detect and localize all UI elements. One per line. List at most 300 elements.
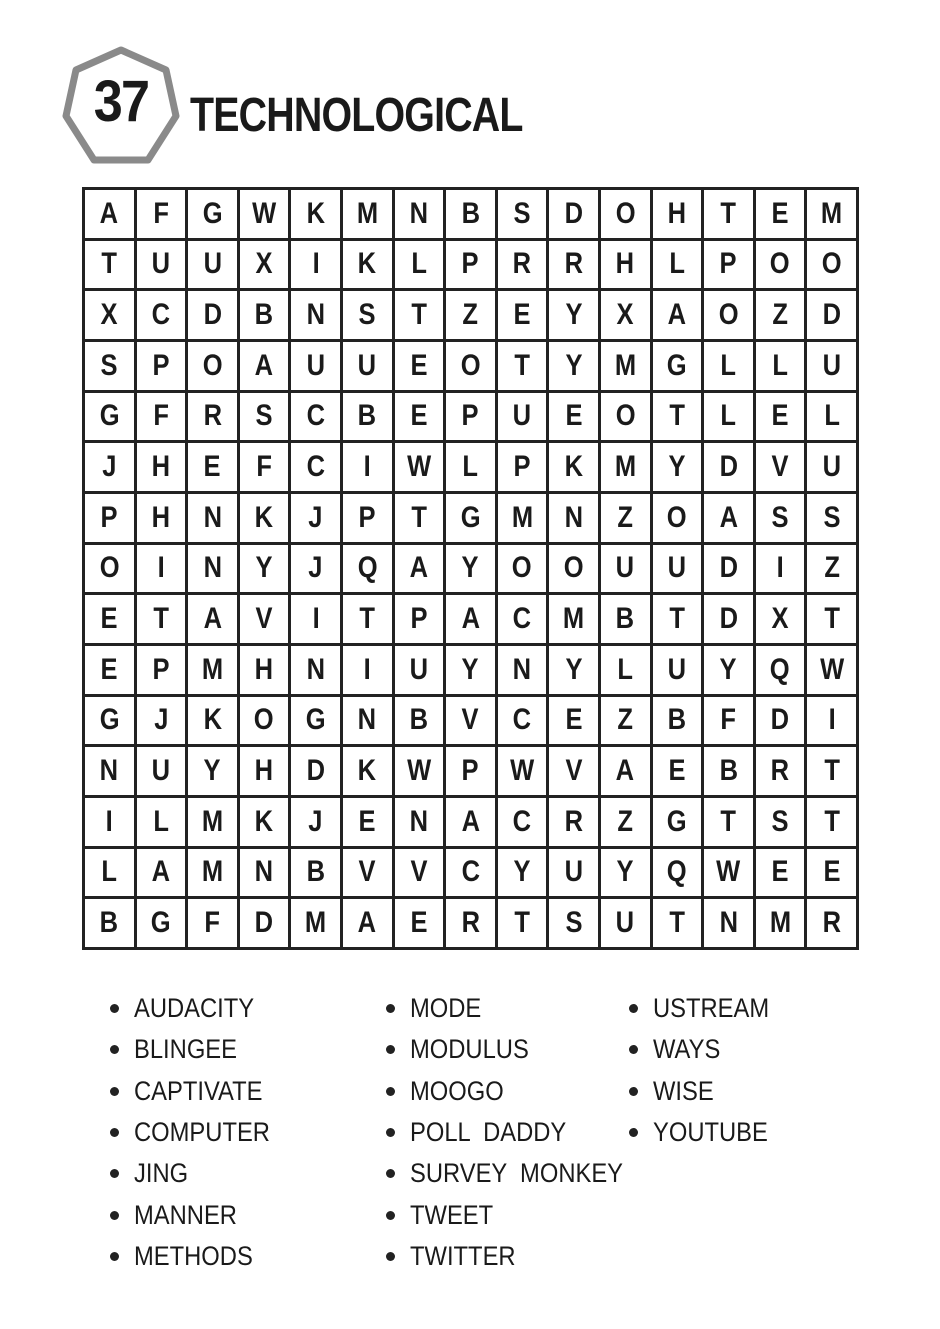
grid-letter: L: [617, 652, 634, 686]
grid-cell[interactable]: [85, 646, 134, 694]
grid-cell[interactable]: [653, 443, 702, 491]
grid-cell[interactable]: [549, 747, 598, 795]
grid-letter: O: [666, 500, 687, 534]
grid-cell[interactable]: [498, 342, 547, 390]
grid-cell[interactable]: [549, 595, 598, 643]
grid-cell[interactable]: [549, 798, 598, 846]
grid-cell[interactable]: [85, 849, 134, 897]
grid-cell[interactable]: [291, 241, 340, 289]
grid-letter: T: [101, 247, 118, 281]
grid-cell[interactable]: [188, 393, 237, 441]
grid-cell[interactable]: [240, 190, 289, 238]
grid-cell[interactable]: [807, 798, 856, 846]
grid-letter: E: [771, 855, 789, 889]
grid-cell[interactable]: [85, 697, 134, 745]
grid-cell[interactable]: [395, 494, 444, 542]
grid-cell[interactable]: [446, 545, 495, 593]
grid-cell[interactable]: [498, 291, 547, 339]
grid-cell[interactable]: [756, 342, 805, 390]
bullet-icon: [629, 1087, 638, 1096]
bullet-icon: [386, 1128, 395, 1137]
grid-cell[interactable]: [291, 494, 340, 542]
grid-cell[interactable]: [498, 697, 547, 745]
grid-cell[interactable]: [446, 190, 495, 238]
grid-cell[interactable]: [756, 747, 805, 795]
grid-cell[interactable]: [446, 241, 495, 289]
grid-cell[interactable]: [343, 190, 392, 238]
grid-letter: G: [202, 196, 223, 230]
grid-cell[interactable]: [549, 443, 598, 491]
grid-letter: T: [823, 754, 840, 788]
grid-cell[interactable]: [704, 443, 753, 491]
bullet-icon: [386, 1087, 395, 1096]
grid-cell[interactable]: [704, 190, 753, 238]
grid-cell[interactable]: [807, 190, 856, 238]
grid-cell[interactable]: [653, 494, 702, 542]
grid-cell[interactable]: [807, 291, 856, 339]
grid-cell[interactable]: [446, 393, 495, 441]
grid-cell[interactable]: [807, 494, 856, 542]
grid-cell[interactable]: [756, 545, 805, 593]
grid-letter: Y: [565, 298, 583, 332]
word-list-item: [386, 1194, 652, 1235]
grid-cell[interactable]: [343, 291, 392, 339]
grid-cell[interactable]: [807, 595, 856, 643]
grid-cell[interactable]: [85, 494, 134, 542]
grid-cell[interactable]: [240, 443, 289, 491]
grid-cell[interactable]: [240, 291, 289, 339]
grid-cell[interactable]: [240, 646, 289, 694]
grid-cell[interactable]: [291, 798, 340, 846]
grid-letter: R: [512, 247, 532, 281]
grid-cell[interactable]: [756, 849, 805, 897]
grid-cell[interactable]: [446, 899, 495, 947]
grid-cell[interactable]: [188, 899, 237, 947]
grid-cell[interactable]: [498, 747, 547, 795]
grid-cell[interactable]: [807, 393, 856, 441]
grid-cell[interactable]: [85, 545, 134, 593]
grid-cell[interactable]: [446, 646, 495, 694]
grid-letter: D: [770, 703, 790, 737]
grid-cell[interactable]: [137, 697, 186, 745]
grid-cell[interactable]: [498, 494, 547, 542]
grid-letter: Z: [617, 703, 634, 737]
grid-cell[interactable]: [704, 798, 753, 846]
grid-cell[interactable]: [704, 646, 753, 694]
grid-cell[interactable]: [85, 393, 134, 441]
word-label: MODULUS: [410, 1034, 529, 1065]
grid-cell[interactable]: [498, 798, 547, 846]
grid-letter: K: [358, 754, 377, 788]
grid-cell[interactable]: [498, 443, 547, 491]
grid-letter: B: [616, 602, 635, 636]
grid-letter: T: [411, 500, 427, 534]
grid-cell[interactable]: [549, 646, 598, 694]
grid-cell[interactable]: [704, 393, 753, 441]
grid-cell[interactable]: [240, 342, 289, 390]
grid-cell[interactable]: [137, 595, 186, 643]
grid-cell[interactable]: [807, 849, 856, 897]
grid-letter: O: [202, 348, 223, 382]
word-search-grid: [82, 187, 859, 950]
grid-cell[interactable]: [601, 443, 650, 491]
grid-cell[interactable]: [291, 595, 340, 643]
grid-cell[interactable]: [807, 342, 856, 390]
grid-cell[interactable]: [291, 342, 340, 390]
grid-cell[interactable]: [137, 849, 186, 897]
grid-cell[interactable]: [395, 342, 444, 390]
grid-cell[interactable]: [240, 595, 289, 643]
grid-letter: C: [151, 298, 171, 332]
grid-cell[interactable]: [291, 443, 340, 491]
grid-cell[interactable]: [704, 899, 753, 947]
grid-cell[interactable]: [343, 443, 392, 491]
grid-cell[interactable]: [291, 545, 340, 593]
grid-cell[interactable]: [446, 291, 495, 339]
grid-cell[interactable]: [446, 747, 495, 795]
grid-cell[interactable]: [343, 241, 392, 289]
grid-cell[interactable]: [498, 849, 547, 897]
grid-cell[interactable]: [240, 697, 289, 745]
grid-cell[interactable]: [446, 697, 495, 745]
grid-cell[interactable]: [240, 899, 289, 947]
grid-letter: B: [254, 298, 274, 332]
grid-cell[interactable]: [601, 595, 650, 643]
grid-cell[interactable]: [653, 849, 702, 897]
grid-cell[interactable]: [343, 697, 392, 745]
grid-letter: C: [461, 855, 480, 889]
grid-cell[interactable]: [395, 443, 444, 491]
grid-cell[interactable]: [549, 899, 598, 947]
grid-letter: L: [462, 450, 479, 484]
grid-cell[interactable]: [704, 342, 753, 390]
grid-cell[interactable]: [446, 798, 495, 846]
grid-cell[interactable]: [704, 747, 753, 795]
grid-cell[interactable]: [704, 291, 753, 339]
grid-cell[interactable]: [653, 291, 702, 339]
grid-cell[interactable]: [807, 241, 856, 289]
grid-letter: C: [512, 804, 532, 838]
grid-cell[interactable]: [395, 291, 444, 339]
grid-cell[interactable]: [395, 697, 444, 745]
grid-cell[interactable]: [85, 342, 134, 390]
grid-cell[interactable]: [188, 697, 237, 745]
grid-letter: O: [512, 551, 533, 585]
grid-cell[interactable]: [395, 747, 444, 795]
grid-letter: F: [153, 399, 169, 433]
grid-cell[interactable]: [498, 241, 547, 289]
grid-letter: E: [823, 855, 841, 889]
grid-cell[interactable]: [549, 849, 598, 897]
grid-cell[interactable]: [601, 393, 650, 441]
grid-cell[interactable]: [85, 443, 134, 491]
grid-cell[interactable]: [601, 190, 650, 238]
grid-cell[interactable]: [601, 899, 650, 947]
grid-cell[interactable]: [343, 393, 392, 441]
grid-letter: S: [513, 196, 531, 230]
grid-cell[interactable]: [137, 443, 186, 491]
grid-cell[interactable]: [137, 342, 186, 390]
grid-letter: U: [151, 247, 171, 281]
grid-cell[interactable]: [653, 190, 702, 238]
grid-cell[interactable]: [756, 190, 805, 238]
grid-letter: N: [203, 551, 222, 585]
grid-cell[interactable]: [756, 595, 805, 643]
grid-cell[interactable]: [653, 798, 702, 846]
grid-cell[interactable]: [549, 342, 598, 390]
grid-cell[interactable]: [653, 545, 702, 593]
word-label: SURVEY MONKEY: [410, 1158, 624, 1189]
grid-cell[interactable]: [85, 595, 134, 643]
grid-cell[interactable]: [85, 291, 134, 339]
grid-cell[interactable]: [240, 241, 289, 289]
grid-cell[interactable]: [498, 545, 547, 593]
grid-cell[interactable]: [601, 849, 650, 897]
grid-cell[interactable]: [756, 494, 805, 542]
grid-cell[interactable]: [395, 798, 444, 846]
grid-cell[interactable]: [188, 545, 237, 593]
grid-cell[interactable]: [343, 342, 392, 390]
grid-cell[interactable]: [756, 899, 805, 947]
grid-cell[interactable]: [343, 798, 392, 846]
grid-cell[interactable]: [188, 747, 237, 795]
grid-cell[interactable]: [395, 849, 444, 897]
grid-cell[interactable]: [188, 595, 237, 643]
bullet-icon: [629, 1045, 638, 1054]
puzzle-number: 37: [93, 69, 149, 134]
grid-cell[interactable]: [704, 241, 753, 289]
grid-cell[interactable]: [549, 291, 598, 339]
grid-cell[interactable]: [601, 798, 650, 846]
bullet-icon: [386, 1211, 395, 1220]
grid-letter: U: [409, 652, 429, 686]
grid-cell[interactable]: [343, 899, 392, 947]
grid-cell[interactable]: [137, 545, 186, 593]
word-list-item: [386, 1029, 652, 1070]
grid-cell[interactable]: [343, 595, 392, 643]
grid-letter: R: [770, 754, 790, 788]
grid-cell[interactable]: [188, 443, 237, 491]
grid-letter: N: [719, 906, 738, 940]
grid-cell[interactable]: [498, 595, 547, 643]
grid-cell[interactable]: [446, 849, 495, 897]
grid-cell[interactable]: [601, 241, 650, 289]
grid-cell[interactable]: [601, 747, 650, 795]
grid-cell[interactable]: [85, 798, 134, 846]
grid-letter: K: [358, 247, 377, 281]
grid-letter: W: [406, 450, 431, 484]
grid-cell[interactable]: [807, 443, 856, 491]
grid-cell[interactable]: [601, 697, 650, 745]
grid-letter: V: [771, 450, 789, 484]
grid-cell[interactable]: [137, 798, 186, 846]
word-list-item: [386, 988, 652, 1029]
grid-cell[interactable]: [188, 494, 237, 542]
grid-cell[interactable]: [188, 342, 237, 390]
grid-cell[interactable]: [188, 798, 237, 846]
grid-cell[interactable]: [704, 849, 753, 897]
grid-cell[interactable]: [653, 595, 702, 643]
grid-cell[interactable]: [240, 494, 289, 542]
grid-cell[interactable]: [291, 899, 340, 947]
grid-cell[interactable]: [653, 899, 702, 947]
grid-letter: O: [99, 551, 120, 585]
grid-letter: W: [252, 196, 277, 230]
grid-cell[interactable]: [498, 190, 547, 238]
grid-cell[interactable]: [137, 241, 186, 289]
grid-cell[interactable]: [498, 393, 547, 441]
grid-cell[interactable]: [291, 697, 340, 745]
grid-cell[interactable]: [395, 899, 444, 947]
grid-cell[interactable]: [807, 646, 856, 694]
grid-cell[interactable]: [188, 646, 237, 694]
grid-letter: G: [99, 703, 120, 737]
grid-cell[interactable]: [343, 849, 392, 897]
grid-cell[interactable]: [549, 494, 598, 542]
grid-cell[interactable]: [291, 393, 340, 441]
grid-cell[interactable]: [807, 747, 856, 795]
grid-letter: L: [720, 399, 737, 433]
grid-cell[interactable]: [137, 291, 186, 339]
grid-cell[interactable]: [291, 747, 340, 795]
grid-cell[interactable]: [240, 798, 289, 846]
grid-cell[interactable]: [291, 849, 340, 897]
grid-cell[interactable]: [549, 190, 598, 238]
grid-cell[interactable]: [601, 646, 650, 694]
grid-cell[interactable]: [653, 646, 702, 694]
grid-cell[interactable]: [653, 747, 702, 795]
grid-cell[interactable]: [85, 190, 134, 238]
grid-cell[interactable]: [446, 342, 495, 390]
grid-cell[interactable]: [343, 646, 392, 694]
grid-cell[interactable]: [395, 545, 444, 593]
grid-cell[interactable]: [549, 393, 598, 441]
grid-cell[interactable]: [756, 241, 805, 289]
grid-letter: E: [513, 298, 531, 332]
grid-letter: T: [153, 602, 169, 636]
grid-cell[interactable]: [549, 545, 598, 593]
grid-cell[interactable]: [704, 595, 753, 643]
grid-letter: G: [99, 399, 120, 433]
bullet-icon: [629, 1004, 638, 1013]
grid-cell[interactable]: [498, 646, 547, 694]
grid-cell[interactable]: [395, 646, 444, 694]
grid-cell[interactable]: [549, 241, 598, 289]
grid-cell[interactable]: [704, 494, 753, 542]
grid-cell[interactable]: [653, 342, 702, 390]
grid-cell[interactable]: [137, 393, 186, 441]
grid-cell[interactable]: [653, 241, 702, 289]
grid-letter: A: [616, 754, 635, 788]
grid-cell[interactable]: [653, 393, 702, 441]
grid-letter: D: [254, 906, 274, 940]
grid-cell[interactable]: [756, 443, 805, 491]
grid-letter: X: [255, 247, 273, 281]
grid-cell[interactable]: [446, 494, 495, 542]
grid-cell[interactable]: [188, 241, 237, 289]
grid-cell[interactable]: [240, 747, 289, 795]
grid-letter: X: [100, 298, 118, 332]
grid-cell[interactable]: [137, 747, 186, 795]
grid-cell[interactable]: [601, 545, 650, 593]
grid-letter: S: [565, 906, 583, 940]
grid-cell[interactable]: [704, 545, 753, 593]
grid-cell[interactable]: [137, 899, 186, 947]
grid-cell[interactable]: [446, 595, 495, 643]
grid-cell[interactable]: [498, 899, 547, 947]
grid-cell[interactable]: [807, 697, 856, 745]
grid-letter: O: [563, 551, 584, 585]
grid-cell[interactable]: [85, 899, 134, 947]
grid-cell[interactable]: [395, 241, 444, 289]
grid-letter: E: [771, 399, 789, 433]
grid-cell[interactable]: [137, 494, 186, 542]
bullet-icon: [386, 1252, 395, 1261]
grid-letter: U: [822, 450, 841, 484]
grid-cell[interactable]: [395, 393, 444, 441]
grid-cell[interactable]: [291, 646, 340, 694]
grid-cell[interactable]: [756, 393, 805, 441]
grid-letter: O: [615, 399, 636, 433]
grid-cell[interactable]: [601, 494, 650, 542]
grid-cell[interactable]: [188, 190, 237, 238]
grid-cell[interactable]: [395, 595, 444, 643]
grid-cell[interactable]: [343, 747, 392, 795]
bullet-icon: [386, 1045, 395, 1054]
grid-cell[interactable]: [756, 798, 805, 846]
grid-letter: X: [616, 298, 634, 332]
grid-cell[interactable]: [601, 342, 650, 390]
grid-letter: T: [514, 348, 530, 382]
grid-letter: L: [772, 348, 788, 382]
grid-cell[interactable]: [240, 545, 289, 593]
grid-cell[interactable]: [756, 697, 805, 745]
grid-cell[interactable]: [291, 291, 340, 339]
grid-cell[interactable]: [704, 697, 753, 745]
grid-cell[interactable]: [188, 291, 237, 339]
grid-cell[interactable]: [240, 393, 289, 441]
grid-letter: S: [100, 348, 118, 382]
grid-cell[interactable]: [807, 899, 856, 947]
grid-cell[interactable]: [756, 646, 805, 694]
grid-cell[interactable]: [601, 291, 650, 339]
grid-cell[interactable]: [137, 190, 186, 238]
word-list-item: [386, 1236, 652, 1277]
bullet-icon: [629, 1128, 638, 1137]
grid-cell[interactable]: [85, 747, 134, 795]
grid-cell[interactable]: [85, 241, 134, 289]
grid-letter: Y: [565, 652, 583, 686]
grid-cell[interactable]: [807, 545, 856, 593]
grid-letter: T: [720, 804, 737, 838]
grid-cell[interactable]: [395, 190, 444, 238]
grid-letter: F: [204, 906, 221, 940]
grid-cell[interactable]: [240, 849, 289, 897]
grid-cell[interactable]: [137, 646, 186, 694]
grid-letter: I: [157, 551, 165, 585]
grid-cell[interactable]: [343, 494, 392, 542]
grid-cell[interactable]: [343, 545, 392, 593]
word-list-item: [110, 1112, 289, 1153]
grid-cell[interactable]: [653, 697, 702, 745]
grid-cell[interactable]: [291, 190, 340, 238]
grid-letter: U: [616, 551, 635, 585]
bullet-icon: [386, 1004, 395, 1013]
grid-cell[interactable]: [188, 849, 237, 897]
grid-cell[interactable]: [549, 697, 598, 745]
grid-cell[interactable]: [446, 443, 495, 491]
grid-cell[interactable]: [756, 291, 805, 339]
